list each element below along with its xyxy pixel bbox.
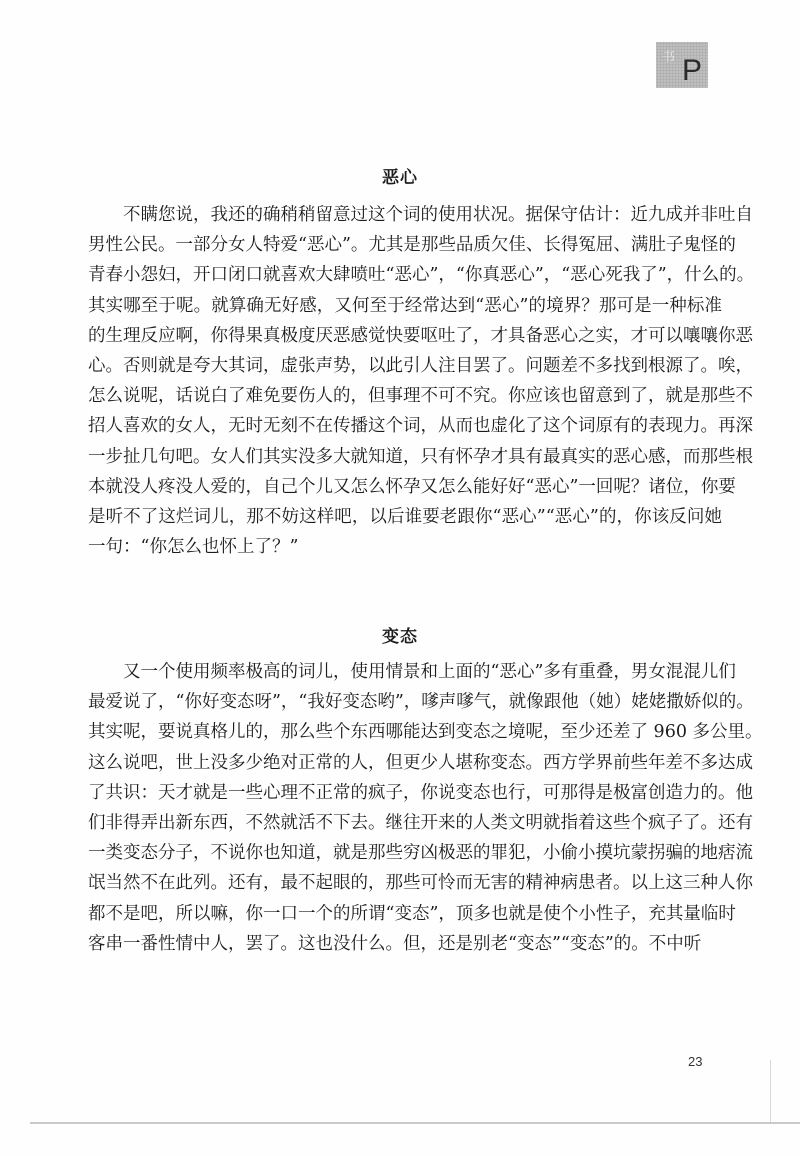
- text-line: 这么说吧，世上没多少绝对正常的人，但更少人堪称变态。西方学界前些年差不多达成: [88, 752, 753, 773]
- text-line: 了共识：天才就是一些心理不正常的疯子，你说变态也行，可那得是极富创造力的。他: [88, 782, 753, 803]
- text-line: 本就没人疼没人爱的，自己个儿又怎么怀孕又怎么能好好“恶心”一回呢？诸位，你要: [88, 476, 736, 497]
- section-body-exin: [88, 200, 755, 562]
- text-line: 最爱说了，“你好变态呀”，“我好变态哟”，嗲声嗲气，就像跟他（她）姥姥撒娇似的。: [88, 692, 754, 713]
- text-line: 其实呢，要说真格儿的，那么些个东西哪能达到变态之境呢，至少还差了 960 多公里。: [88, 722, 763, 743]
- section-title-exin: 恶心: [382, 168, 418, 188]
- chapter-tab-glyph: 书: [662, 49, 676, 64]
- text-line: 心。否则就是夸大其词，虚张声势，以此引人注目罢了。问题差不多找到根源了。唉，: [88, 355, 753, 376]
- chapter-letter-tab: [656, 42, 708, 88]
- text-line: 怎么说呢，话说白了难免要伤人的，但事理不可不究。你应该也留意到了，就是那些不: [88, 386, 753, 407]
- text-line: 一类变态分子，不说你也知道，就是那些穷凶极恶的罪犯，小偷小摸坑蒙拐骗的地痞流: [88, 843, 753, 864]
- text-line: 又一个使用频率极高的词儿，使用情景和上面的“恶心”多有重叠，男女混混儿们: [123, 662, 736, 682]
- chapter-letter: P: [681, 54, 702, 87]
- text-line: 招人喜欢的女人，无时无刻不在传播这个词，从而也虚化了这个词原有的表现力。再深: [88, 416, 753, 437]
- text-line: 都不是吧，所以嘛，你一口一个的所谓“变态”，顶多也就是使个小性子，充其量临时: [88, 903, 736, 924]
- text-line: 氓当然不在此列。还有，最不起眼的，那些可怜而无害的精神病患者。以上这三种人你: [88, 873, 753, 894]
- text-line: 男性公民。一部分女人特爱“恶心”。尤其是那些品质欠佳、长得冤屈、满肚子鬼怪的: [88, 235, 736, 256]
- text-line: 青春小怨妇，开口闭口就喜欢大肆喷吐“恶心”，“你真恶心”，“恶心死我了”，什么的。: [88, 265, 755, 286]
- page-edge-shadow: [770, 1060, 771, 1122]
- text-line: 其实哪至于呢。就算确无好感，又何至于经常达到“恶心”的境界？那可是一种标准: [88, 295, 722, 316]
- text-line: 是听不了这烂词儿，那不妨这样吧，以后谁要老跟你“恶心”“恶心”的，你该反问她: [88, 506, 722, 527]
- text-line: 不瞒您说，我还的确稍稍留意过这个词的使用状况。据保守估计：近九成并非吐自: [123, 205, 753, 225]
- page-bottom-edge: [30, 1122, 800, 1124]
- text-line: 一步扯几句吧。女人们其实没多大就知道，只有怀孕才具有最真实的恶心感，而那些根: [88, 446, 753, 467]
- text-line: 的生理反应啊，你得果真极度厌恶感觉快要呕吐了，才具备恶心之实，才可以嚷嚷你恶: [88, 325, 753, 346]
- text-line: 一句：“你怎么也怀上了？”: [88, 537, 299, 558]
- text-line: 客串一番性情中人，罢了。这也没什么。但，还是别老“变态”“变态”的。不中听: [88, 933, 702, 954]
- section-body-biantai: [88, 657, 763, 959]
- text-line: 们非得弄出新东西，不然就活不下去。继往开来的人类文明就指着这些个疯子了。还有: [88, 812, 753, 833]
- page-number: 23: [688, 1054, 703, 1069]
- section-title-biantai: 变态: [382, 627, 418, 647]
